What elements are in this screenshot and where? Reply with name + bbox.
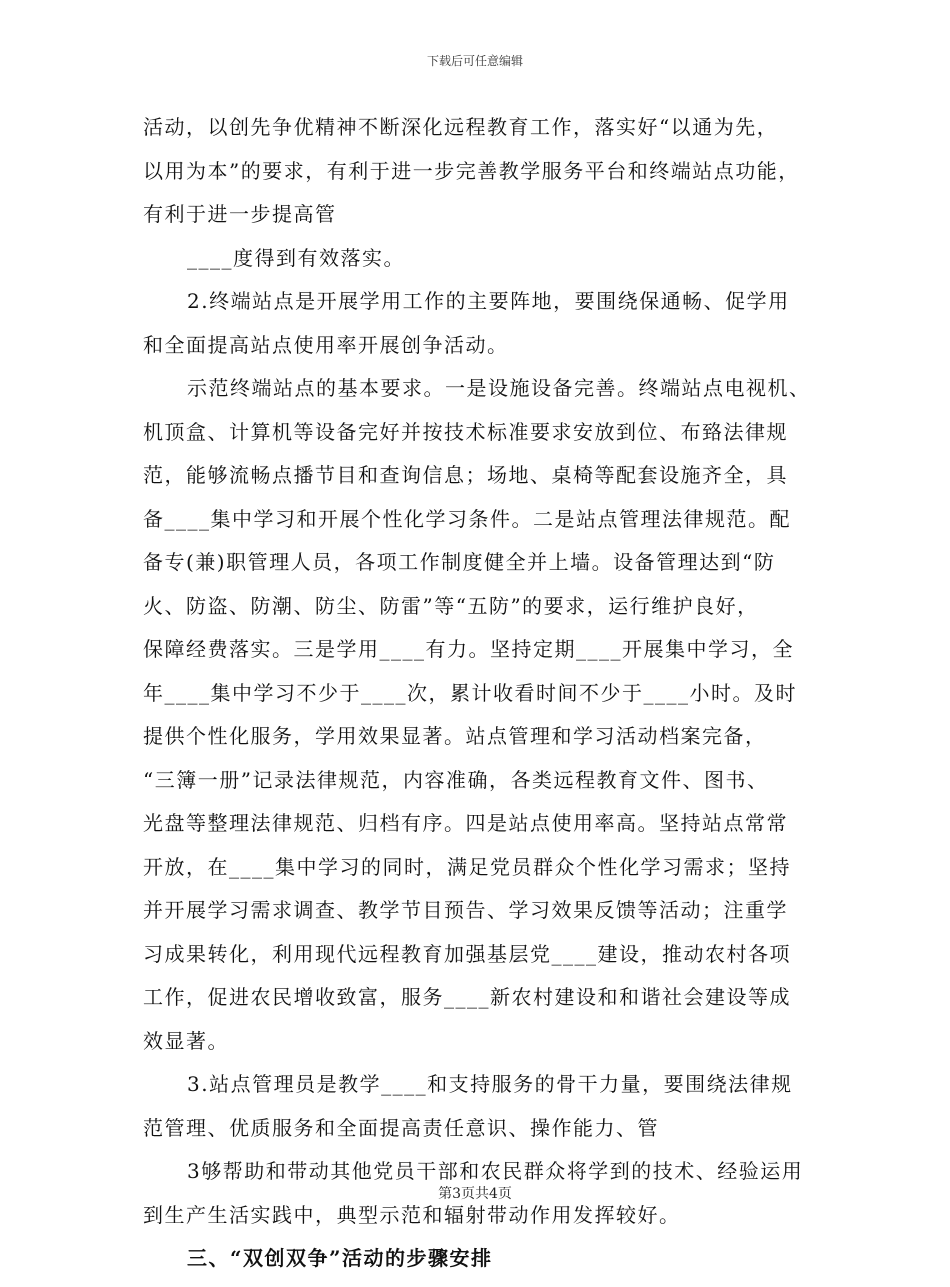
text-line: 开放，在____集中学习的同时，满足党员群众个性化学习需求；坚持 (143, 854, 791, 879)
text-line: 范，能够流畅点播节目和查询信息；场地、桌椅等配套设施齐全，具 (143, 463, 788, 487)
section-heading: 三、“双创双争”活动的步骤安排 (187, 1246, 493, 1270)
text-line: 保障经费落实。三是学用____有力。坚持定期____开展集中学习，全 (143, 637, 794, 661)
text-line: 习成果转化，利用现代远程教育加强基层党____建设，推动农村各项 (143, 941, 791, 966)
text-line: ____度得到有效落实。 (187, 245, 405, 270)
text-line: 到生产生活实践中，典型示范和辐射带动作用发挥较好。 (143, 1202, 681, 1227)
text-line: 和全面提高站点使用率开展创争活动。 (143, 332, 509, 357)
text-line: 以用为本”的要求，有利于进一步完善教学服务平台和终端站点功能， (143, 158, 800, 183)
numbered-paragraph-start: 3.站点管理员是教学____和支持服务的骨干力量，要围绕法律规 (187, 1072, 793, 1096)
text-line: 火、防盗、防潮、防尘、防雷”等“五防”的要求，运行维护良好， (143, 593, 759, 618)
text-line: “三簿一册”记录法律规范，内容准确，各类远程教育文件、图书、 (143, 767, 769, 792)
text-line: 年____集中学习不少于____次，累计收看时间不少于____小时。及时 (143, 680, 797, 705)
page-number: 第3页共4页 (438, 1186, 512, 1202)
text-line: 工作，促进农民增收致富，服务____新农村建设和和谐社会建设等成 (143, 985, 791, 1009)
text-line: 光盘等整理法律规范、归档有序。四是站点使用率高。坚持站点常常 (143, 811, 788, 835)
text-line: 备专(兼)职管理人员，各项工作制度健全并上墙。设备管理达到“防 (143, 550, 776, 574)
text-line: 机顶盒、计算机等设备完好并按技术标准要求安放到位、布臵法律规 (143, 419, 788, 444)
text-line: 有利于进一步提高管 (143, 202, 337, 226)
text-line: 提供个性化服务，学用效果显著。站点管理和学习活动档案完备， (143, 724, 767, 748)
text-line: 效显著。 (143, 1028, 229, 1053)
text-line: 活动，以创先争优精神不断深化远程教育工作，落实好“以通为先， (143, 115, 779, 139)
text-line: 范管理、优质服务和全面提高责任意识、操作能力、管 (143, 1115, 659, 1140)
numbered-paragraph-start: 2.终端站点是开展学用工作的主要阵地，要围绕保通畅、促学用 (187, 289, 790, 313)
paragraph-start: 示范终端站点的基本要求。一是设施设备完善。终端站点电视机、 (187, 376, 811, 400)
document-body (143, 112, 823, 1287)
paragraph-start: 3够帮助和带动其他党员干部和农民群众将学到的技术、经验运用 (187, 1159, 804, 1183)
text-line: 备____集中学习和开展个性化学习条件。二是站点管理法律规范。配 (143, 506, 791, 531)
text-line: 并开展学习需求调查、教学节目预告、学习效果反馈等活动；注重学 (143, 898, 788, 922)
page-header-note: 下载后可任意编辑 (426, 54, 523, 68)
